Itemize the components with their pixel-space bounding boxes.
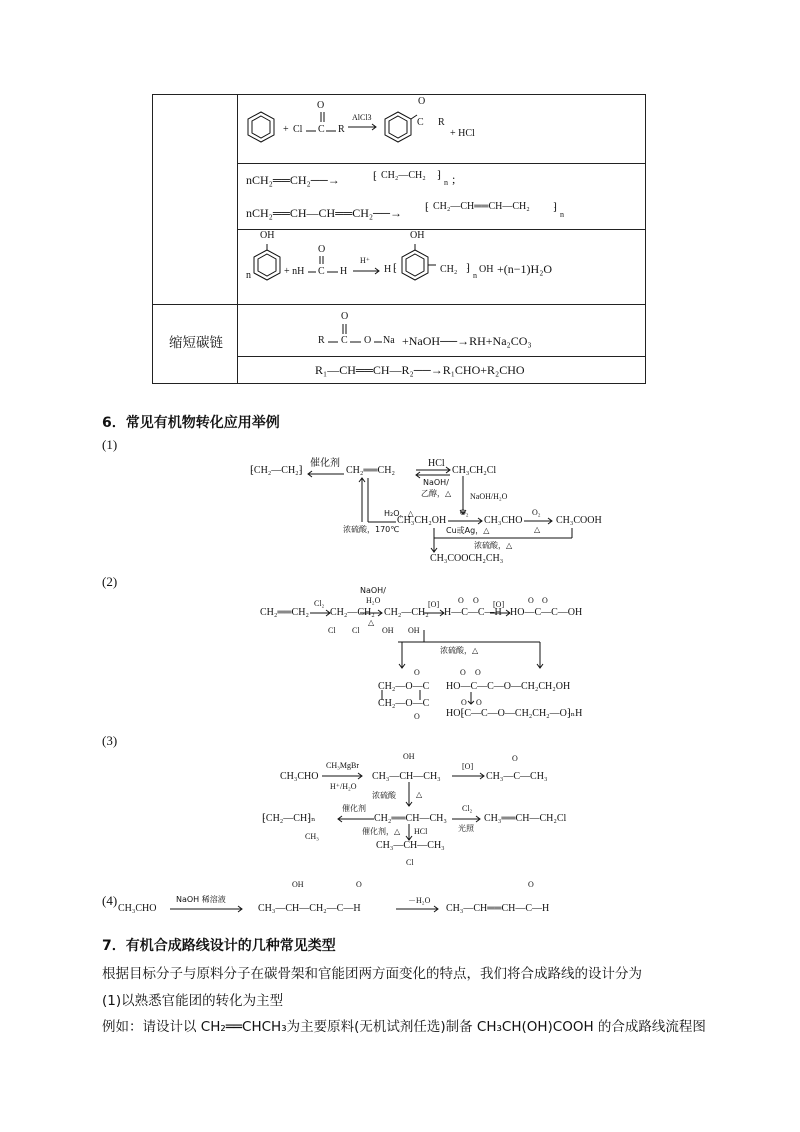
- reaction-arrow: [396, 904, 442, 914]
- table-row-divider: [153, 304, 645, 305]
- table-row-divider: [237, 356, 645, 357]
- section-7-example: 例如：请设计以 CH₂══CHCH₃为主要原料(无机试剂任选)制备 CH₃CH(OH)COOH 的合成路线流程图: [102, 1019, 706, 1035]
- reaction-arrow: [416, 467, 454, 477]
- table-row-divider: [237, 163, 645, 164]
- phenol-ring-icon: [402, 250, 432, 286]
- scheme-3-label: (3): [102, 733, 118, 748]
- reaction-arrow: [452, 771, 488, 781]
- reaction-arrow: [348, 122, 380, 132]
- reaction-arrow: [306, 469, 346, 479]
- row-label-shorten-chain: 缩短碳链: [169, 335, 223, 351]
- section-7-heading: 7．有机合成路线设计的几种常见类型: [102, 938, 336, 954]
- section-7-item-1: (1)以熟悉官能团的转化为主型: [102, 993, 284, 1009]
- reaction-arrow: [353, 266, 383, 276]
- reaction-arrow: [466, 692, 476, 708]
- scheme-1-label: (1): [102, 437, 118, 452]
- section-7-paragraph: 根据目标分子与原料分子在碳骨架和官能团两方面变化的特点，我们将合成路线的设计分为: [102, 966, 642, 982]
- table-row-divider: [237, 229, 645, 230]
- reaction-arrow: [322, 771, 366, 781]
- reaction-arrow: [404, 782, 414, 808]
- section-6-heading: 6．常见有机物转化应用举例: [102, 415, 280, 431]
- phenol-ring-icon: [254, 250, 282, 284]
- reaction-arrow: [170, 904, 246, 914]
- table-column-divider: [237, 95, 238, 383]
- reaction-arrow: [360, 608, 386, 618]
- scheme-4-label: (4): [102, 893, 118, 908]
- scheme-2-label: (2): [102, 574, 118, 589]
- reaction-arrow: [336, 814, 378, 824]
- benzene-ring-icon: [248, 112, 278, 146]
- benzene-ring-icon: [385, 112, 415, 146]
- reaction-ozonolysis: R₁—CH══CH—R₂──→R₁CHO+R₂CHO: [315, 363, 525, 377]
